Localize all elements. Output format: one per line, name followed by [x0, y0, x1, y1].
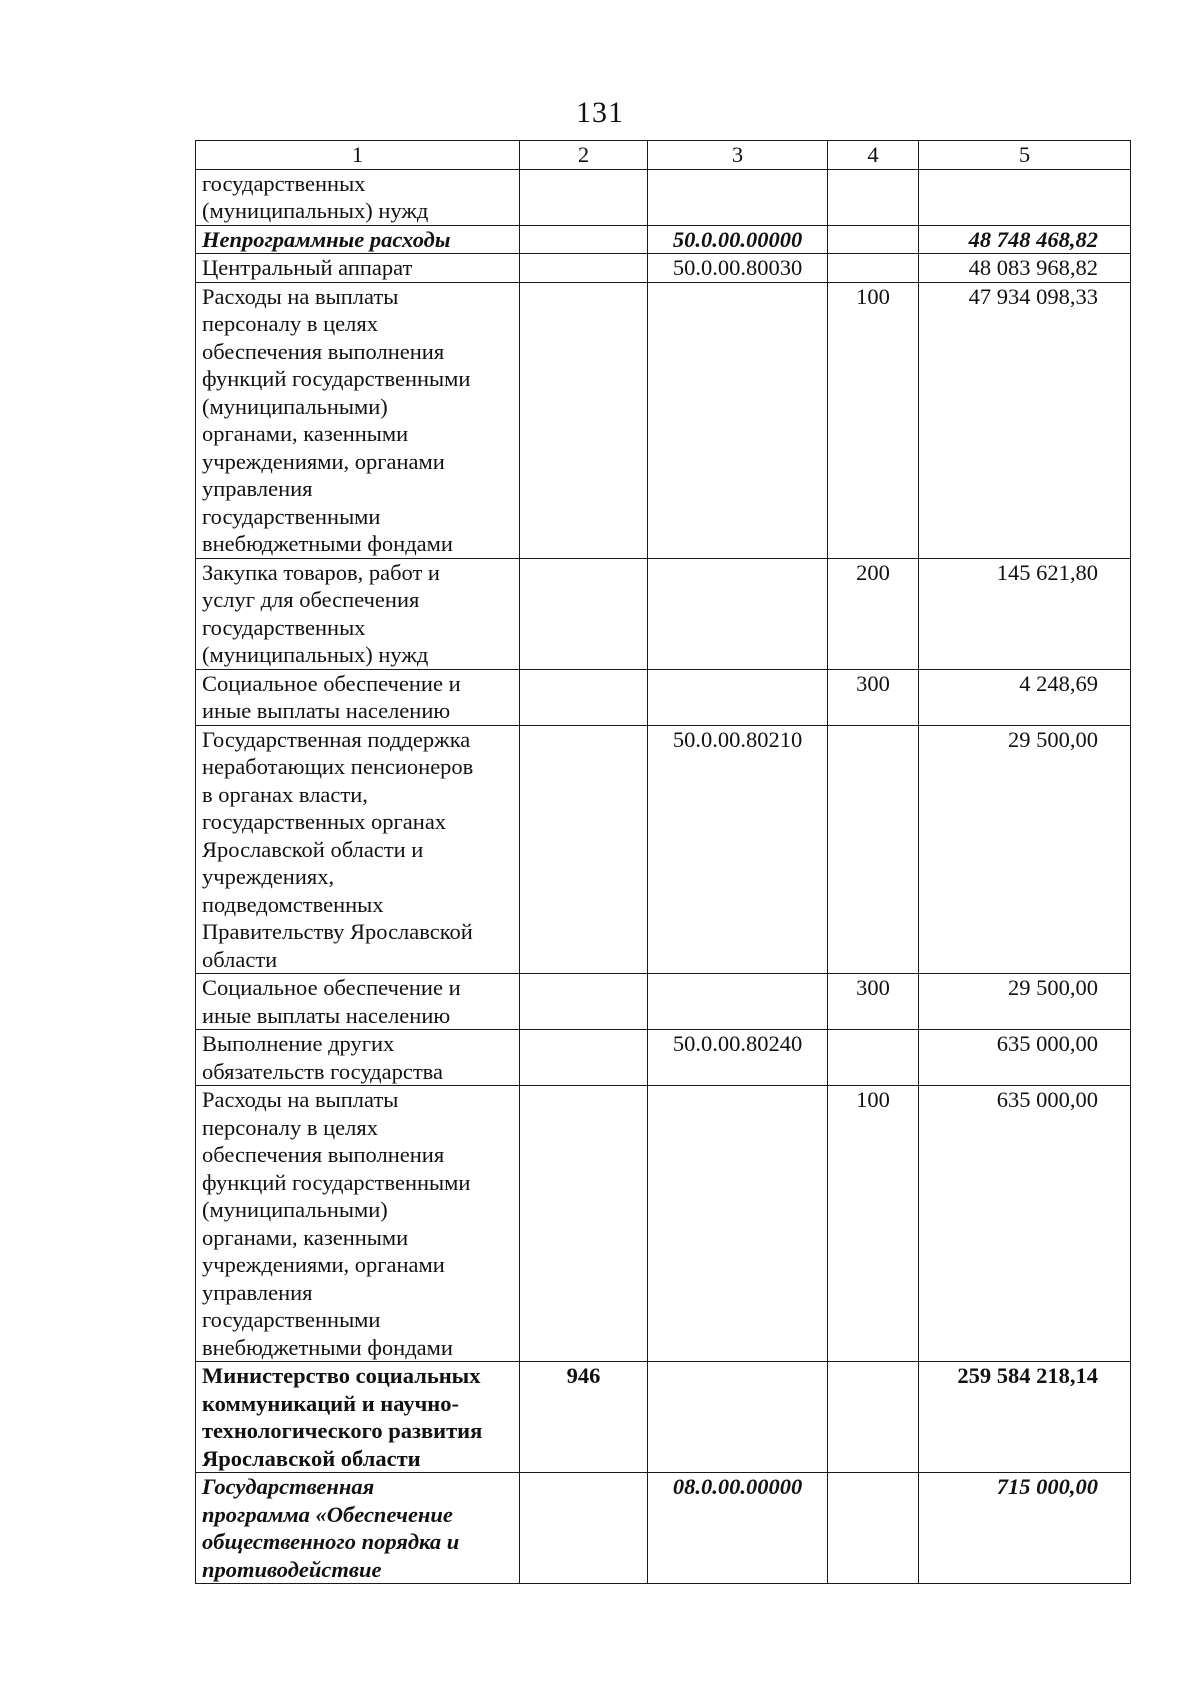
row-name-cell: Закупка товаров, работ и услуг для обеспечения государственных (муниципальных) нужд: [196, 558, 520, 669]
table-row: [196, 669, 1131, 725]
row-type-cell: [828, 725, 919, 974]
row-name-cell: Непрограммные расходы: [196, 225, 520, 254]
table-row: [196, 1086, 1131, 1362]
row-target-cell: [648, 282, 828, 558]
row-type-cell: 300: [828, 974, 919, 1030]
table-row: [196, 169, 1131, 225]
row-target-cell: [648, 169, 828, 225]
row-target-cell: [648, 1362, 828, 1473]
row-target-cell: 50.0.00.80030: [648, 254, 828, 283]
row-target-cell: 50.0.00.80240: [648, 1030, 828, 1086]
row-target-cell: 50.0.00.00000: [648, 225, 828, 254]
page-number: 131: [576, 96, 624, 129]
table-row: [196, 558, 1131, 669]
table-row: [196, 282, 1131, 558]
table-body: [196, 169, 1131, 1584]
row-code-cell: [520, 169, 648, 225]
row-code-cell: [520, 1030, 648, 1086]
row-type-cell: [828, 1030, 919, 1086]
row-amount-cell: 145 621,80: [919, 558, 1131, 669]
column-header-3: 3: [648, 141, 828, 170]
row-type-cell: 300: [828, 669, 919, 725]
table-row: [196, 1473, 1131, 1584]
row-target-cell: 08.0.00.00000: [648, 1473, 828, 1584]
row-type-cell: 100: [828, 1086, 919, 1362]
row-amount-cell: 635 000,00: [919, 1086, 1131, 1362]
row-target-cell: [648, 1086, 828, 1362]
row-name-cell: Социальное обеспечение и иные выплаты населению: [196, 669, 520, 725]
row-type-cell: [828, 1362, 919, 1473]
row-name-cell: Министерство социальных коммуникаций и научно- технологического развития Ярославской области: [196, 1362, 520, 1473]
row-target-cell: [648, 558, 828, 669]
row-amount-cell: [919, 169, 1131, 225]
table-row: [196, 974, 1131, 1030]
row-amount-cell: 4 248,69: [919, 669, 1131, 725]
row-code-cell: [520, 974, 648, 1030]
table-row: [196, 1030, 1131, 1086]
row-amount-cell: 48 083 968,82: [919, 254, 1131, 283]
row-type-cell: [828, 169, 919, 225]
row-code-cell: [520, 225, 648, 254]
row-code-cell: [520, 725, 648, 974]
row-type-cell: [828, 1473, 919, 1584]
row-type-cell: 100: [828, 282, 919, 558]
row-amount-cell: 47 934 098,33: [919, 282, 1131, 558]
row-code-cell: [520, 558, 648, 669]
table-row: [196, 1362, 1131, 1473]
row-target-cell: [648, 974, 828, 1030]
row-code-cell: [520, 669, 648, 725]
row-type-cell: 200: [828, 558, 919, 669]
row-name-cell: Центральный аппарат: [196, 254, 520, 283]
row-amount-cell: 715 000,00: [919, 1473, 1131, 1584]
budget-table: [195, 140, 1131, 1584]
row-target-cell: 50.0.00.80210: [648, 725, 828, 974]
row-code-cell: [520, 282, 648, 558]
row-code-cell: [520, 1473, 648, 1584]
row-type-cell: [828, 225, 919, 254]
table-row: [196, 254, 1131, 283]
row-name-cell: Выполнение других обязательств государства: [196, 1030, 520, 1086]
row-amount-cell: 635 000,00: [919, 1030, 1131, 1086]
column-header-1: 1: [196, 141, 520, 170]
row-name-cell: Расходы на выплаты персоналу в целях обеспечения выполнения функций государственными (муниципальными) органами, казенными учреждениями, органами управления государственными внебюджетными фондами: [196, 1086, 520, 1362]
table-row: [196, 725, 1131, 974]
row-amount-cell: 29 500,00: [919, 725, 1131, 974]
row-name-cell: Расходы на выплаты персоналу в целях обеспечения выполнения функций государственными (муниципальными) органами, казенными учреждениями, органами управления государственными внебюджетными фондами: [196, 282, 520, 558]
row-name-cell: Социальное обеспечение и иные выплаты населению: [196, 974, 520, 1030]
row-amount-cell: 259 584 218,14: [919, 1362, 1131, 1473]
row-name-cell: Государственная поддержка неработающих пенсионеров в органах власти, государственных органах Ярославской области и учреждениях, подведомственных Правительству Ярославской области: [196, 725, 520, 974]
column-header-4: 4: [828, 141, 919, 170]
row-target-cell: [648, 669, 828, 725]
row-type-cell: [828, 254, 919, 283]
row-amount-cell: 29 500,00: [919, 974, 1131, 1030]
row-code-cell: [520, 1086, 648, 1362]
table-row: [196, 225, 1131, 254]
column-header-5: 5: [919, 141, 1131, 170]
row-amount-cell: 48 748 468,82: [919, 225, 1131, 254]
row-code-cell: [520, 254, 648, 283]
row-code-cell: 946: [520, 1362, 648, 1473]
column-header-2: 2: [520, 141, 648, 170]
row-name-cell: государственных (муниципальных) нужд: [196, 169, 520, 225]
table-header-row: [196, 141, 1131, 170]
row-name-cell: Государственная программа «Обеспечение общественного порядка и противодействие: [196, 1473, 520, 1584]
